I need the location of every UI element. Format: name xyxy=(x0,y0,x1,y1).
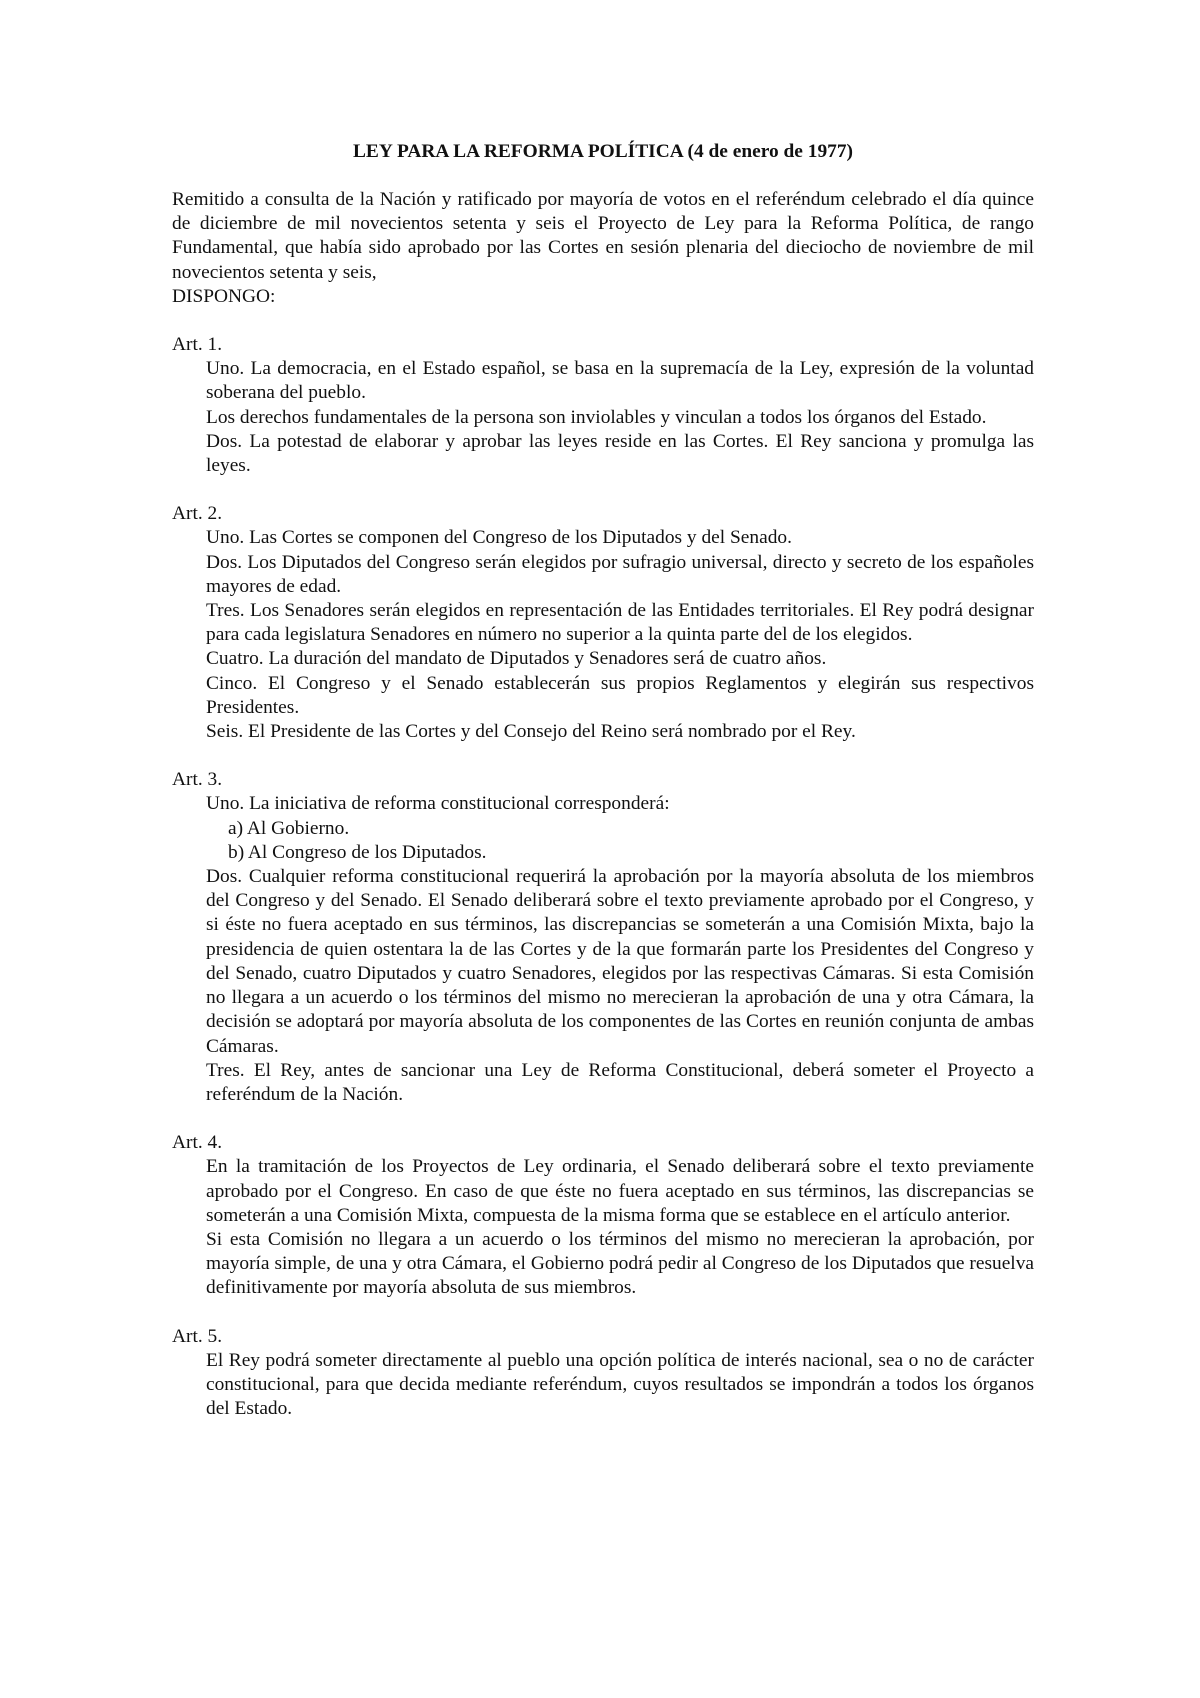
article-paragraph: Si esta Comisión no llegara a un acuerdo o los términos del mismo no merecieran la aprobación, por mayoría simple, de una y otra Cámara, el Gobierno podrá pedir al Congreso de los Diputados que resuelva definitivamente por mayoría absoluta de sus miembros. xyxy=(206,1228,1034,1299)
list-item: b) Al Congreso de los Diputados. xyxy=(228,841,487,863)
document-page xyxy=(172,140,1034,1445)
article-paragraph: Cinco. El Congreso y el Senado establecerán sus propios Reglamentos y elegirán sus respectivos Presidentes. xyxy=(206,672,1034,718)
article-paragraph: Seis. El Presidente de las Cortes y del Consejo del Reino será nombrado por el Rey. xyxy=(206,721,856,743)
article-body xyxy=(206,792,1034,1107)
article-heading: Art. 1. xyxy=(172,334,223,356)
article-body xyxy=(206,357,1034,478)
document-title: LEY PARA LA REFORMA POLÍTICA (4 de enero de 1977) xyxy=(352,141,854,162)
article-5 xyxy=(172,1325,1034,1422)
article-1 xyxy=(172,333,1034,478)
article-paragraph: En la tramitación de los Proyectos de Ley ordinaria, el Senado deliberará sobre el texto previamente aprobado por el Congreso. En caso de que éste no fuera aceptado en sus términos, las discrepancias se someterán a una Comisión Mixta, compuesta de la misma forma que se establece en el artículo anterior. xyxy=(206,1156,1034,1226)
article-4 xyxy=(172,1131,1034,1300)
article-paragraph: El Rey podrá someter directamente al pueblo una opción política de interés nacional, sea o no de carácter constitucional, para que decida mediante referéndum, cuyos resultados se impondrán a todos los órganos del Estado. xyxy=(206,1349,1034,1420)
article-3 xyxy=(172,768,1034,1107)
article-2 xyxy=(172,502,1034,744)
article-body xyxy=(206,1155,1034,1300)
article-paragraph: Dos. Cualquier reforma constitucional requerirá la aprobación por la mayoría absoluta de los miembros del Congreso y del Senado. El Senado deliberará sobre el texto previamente aprobado por el Congreso, y si éste no fuera aceptado en sus términos, las discrepancias se someterán a una Comisión Mixta, bajo la presidencia de quien ostentara la de las Cortes y de la que formarán parte los Presidentes del Congreso y del Senado, cuatro Diputados y cuatro Senadores, elegidos por las respectivas Cámaras. Si esta Comisión no llegara a un acuerdo o los términos del mismo no merecieran la aprobación de una y otra Cámara, la decisión se adoptará por mayoría absoluta de los componentes de las Cortes en reunión conjunta de ambas Cámaras. xyxy=(206,866,1034,1057)
article-heading: Art. 3. xyxy=(172,769,223,791)
article-paragraph: Tres. Los Senadores serán elegidos en representación de las Entidades territoriales. El Rey podrá designar para cada legislatura Senadores en número no superior a la quinta parte del de los elegidos. xyxy=(206,600,1034,646)
article-paragraph: Dos. La potestad de elaborar y aprobar las leyes reside en las Cortes. El Rey sanciona y promulga las leyes. xyxy=(206,430,1034,477)
article-paragraph: Uno. La iniciativa de reforma constitucional corresponderá: xyxy=(206,793,670,815)
list-item: a) Al Gobierno. xyxy=(228,817,350,839)
article-body xyxy=(206,526,1034,744)
article-heading: Art. 4. xyxy=(172,1132,223,1154)
article-paragraph: Cuatro. La duración del mandato de Diputados y Senadores será de cuatro años. xyxy=(206,648,827,670)
article-body xyxy=(206,1349,1034,1422)
preamble-text: Remitido a consulta de la Nación y ratificado por mayoría de votos en el referéndum celebrado el día quince de diciembre de mil novecientos setenta y seis el Proyecto de Ley para la Reforma Política, de rango Fundamental, que había sido aprobado por las Cortes en sesión plenaria del dieciocho de noviembre de mil novecientos setenta y seis, xyxy=(172,189,1034,283)
article-paragraph: Dos. Los Diputados del Congreso serán elegidos por sufragio universal, directo y secreto de los españoles mayores de edad. xyxy=(206,551,1034,597)
article-paragraph: Uno. Las Cortes se componen del Congreso de los Diputados y del Senado. xyxy=(206,527,792,549)
dispongo-label: DISPONGO: xyxy=(172,285,276,307)
article-paragraph: Tres. El Rey, antes de sancionar una Ley de Reforma Constitucional, deberá someter el Proyecto a referéndum de la Nación. xyxy=(206,1059,1034,1105)
article-heading: Art. 2. xyxy=(172,503,223,525)
article-paragraph: Los derechos fundamentales de la persona son inviolables y vinculan a todos los órganos del Estado. xyxy=(206,406,987,428)
article-paragraph: Uno. La democracia, en el Estado español, se basa en la supremacía de la Ley, expresión de la voluntad soberana del pueblo. xyxy=(206,358,1034,404)
article-heading: Art. 5. xyxy=(172,1325,223,1347)
